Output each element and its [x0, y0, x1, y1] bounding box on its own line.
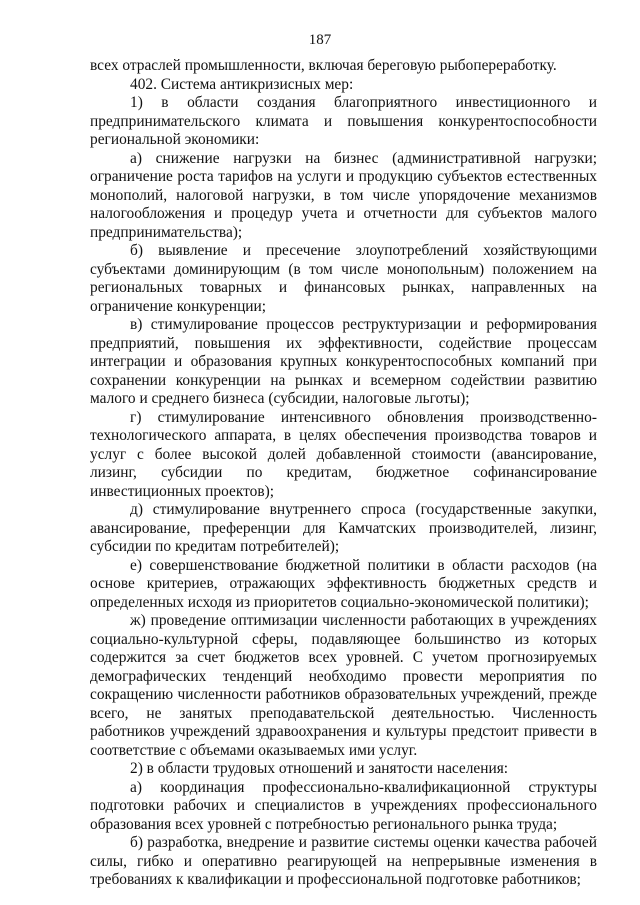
- paragraph-item-2: 2) в области трудовых отношений и занятости населения:: [130, 760, 509, 777]
- paragraph-subitem-b: б) выявление и пресечение злоупотреблений хозяйствующими субъектами доминирующим (в том числе монопольным) положением на региональных товарных и финансовых рынках, направленных на ограничение конкуренции;: [90, 242, 597, 315]
- paragraph-subitem-d: д) стимулирование внутреннего спроса (государственные закупки, авансирование, преференции для Камчатских производителей, лизинг, субсидии по кредитам потребителей);: [90, 501, 597, 555]
- paragraph-item-1: 1) в области создания благоприятного инвестиционного и предпринимательского климата и повышения конкурентоспособности региональной экономики:: [90, 94, 597, 148]
- paragraph-item-2-subitem-a: а) координация профессионально-квалификационной структуры подготовки рабочих и специалистов в учреждениях профессионального образования всех уровней с потребностью регионального рынка труда;: [90, 778, 597, 833]
- paragraph-subitem-zh: ж) проведение оптимизации численности работающих в учреждениях социально-культурной сферы, подавляющее большинство из которых содержится за счет бюджетов всех уровней. С учетом прогнозируемых демографических тенденций необходимо провести мероприятия по сокращению численности работников образовательных учреждений, прежде всего, не занятых преподавательской деятельностью. Численность работников учреждений здравоохранения и культуры предстоит привести в соответствие с объемами оказываемых ими услуг.: [90, 612, 597, 759]
- paragraph-subitem-v: в) стимулирование процессов реструктуризации и реформирования предприятий, повышения их эффективности, содействие процессам интеграции и образования крупных конкурентоспособных компаний при сохранении конкуренции на рынках и всемерном содействии развитию малого и среднего бизнеса (субсидии, налоговые льготы);: [90, 316, 597, 407]
- paragraph-subitem-e: е) совершенствование бюджетной политики в области расходов (на основе критериев, отражающих эффективность бюджетных средств и определенных исходя из приоритетов социально-экономической политики);: [90, 556, 597, 611]
- paragraph-continuation: всех отраслей промышленности, включая береговую рыбопереработку.: [90, 57, 557, 74]
- document-body: [90, 57, 597, 890]
- page-number: 187: [308, 32, 332, 48]
- paragraph-subitem-g: г) стимулирование интенсивного обновления производственно-технологического аппарата, в целях обеспечения производства товаров и услуг с более высокой долей добавленной стоимости (авансирование, лизинг, субсидии по кредитам, бюджетное софинансирование инвестиционных проектов);: [90, 408, 597, 500]
- paragraph-subitem-a: а) снижение нагрузки на бизнес (административной нагрузки; ограничение роста тарифов на услуги и продукцию субъектов естественных монополий, налоговой нагрузки, в том числе упорядочение механизмов налогообложения и процедур учета и отчетности для субъектов малого предпринимательства);: [90, 149, 597, 241]
- paragraph-section-402: 402. Система антикризисных мер:: [130, 75, 354, 93]
- paragraph-item-2-subitem-b: б) разработка, внедрение и развитие системы оценки качества рабочей силы, гибко и оперативно реагирующей на непрерывные изменения в требованиях к квалификации и профессиональной подготовке работников;: [90, 834, 597, 888]
